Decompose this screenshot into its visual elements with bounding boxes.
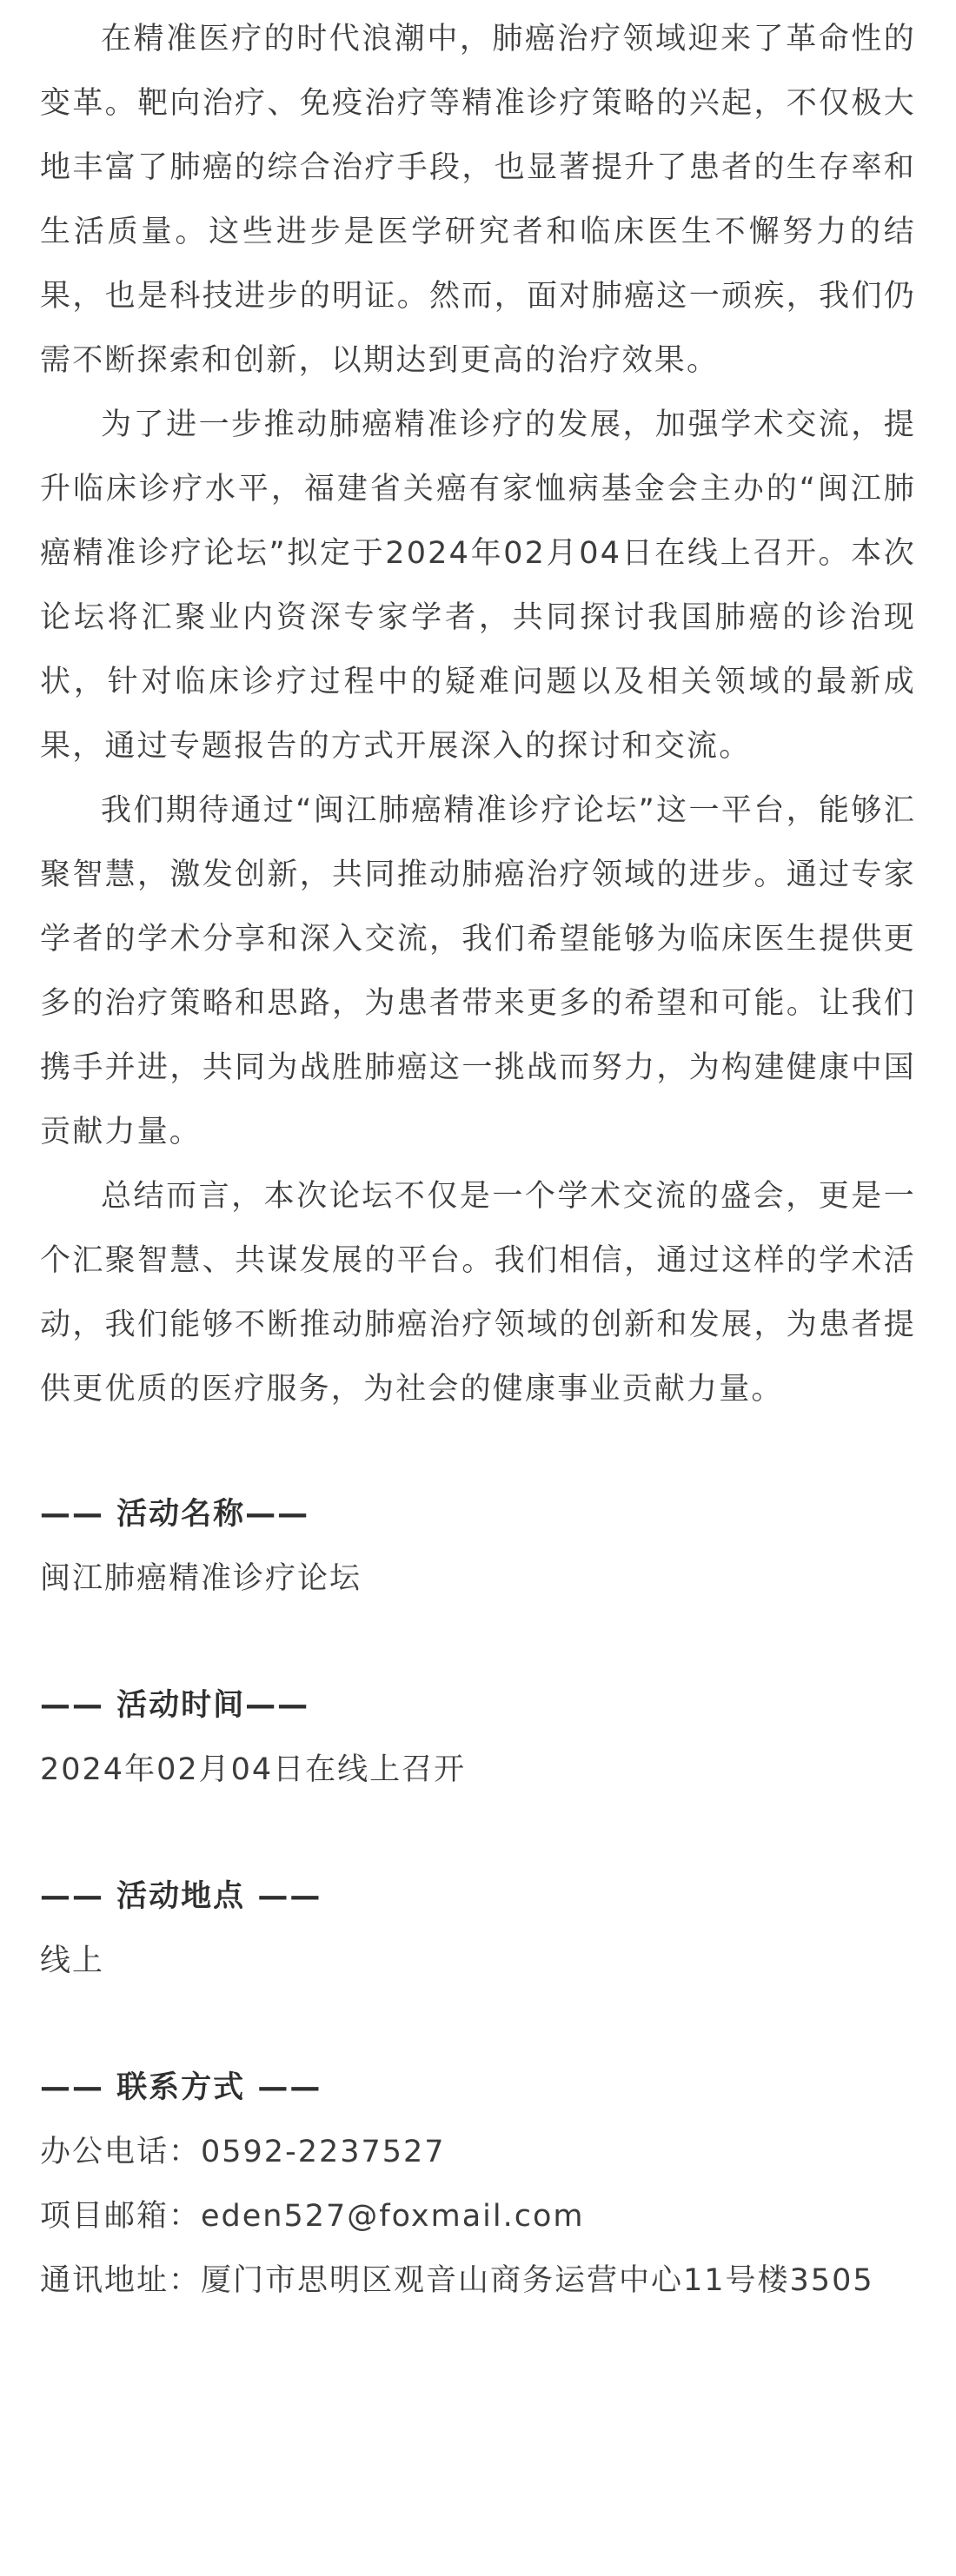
intro-section — [40, 0, 916, 1421]
contact-phone: 办公电话：0592-2237527 — [40, 2135, 446, 2169]
event-location-section — [40, 1864, 916, 1993]
contact-section — [40, 2056, 916, 2313]
event-location-heading: —— 活动地点 —— — [40, 1879, 322, 1914]
event-time-section — [40, 1673, 916, 1802]
event-time-value: 2024年02月04日在线上召开 — [40, 1752, 467, 1787]
event-time-heading: —— 活动时间—— — [40, 1688, 310, 1723]
event-name-section — [40, 1482, 916, 1611]
contact-email: 项目邮箱：eden527@foxmail.com — [40, 2199, 585, 2234]
event-location-value: 线上 — [40, 1944, 105, 1978]
intro-paragraph-4: 总结而言，本次论坛不仅是一个学术交流的盛会，更是一个汇聚智慧、共谋发展的平台。我们相信，通过这样的学术活动，我们能够不断推动肺癌治疗领域的创新和发展，为患者提供更优质的医疗服务，为社会的健康事业贡献力量。 — [40, 1179, 916, 1407]
event-name-heading: —— 活动名称—— — [40, 1497, 310, 1532]
intro-paragraph-1: 在精准医疗的时代浪潮中，肺癌治疗领域迎来了革命性的变革。靶向治疗、免疫治疗等精准诊疗策略的兴起，不仅极大地丰富了肺癌的综合治疗手段，也显著提升了患者的生存率和生活质量。这些进步是医学研究者和临床医生不懈努力的结果，也是科技进步的明证。然而，面对肺癌这一顽疾，我们仍需不断探索和创新，以期达到更高的治疗效果。 — [40, 22, 916, 378]
contact-heading: —— 联系方式 —— — [40, 2070, 322, 2105]
intro-paragraph-2: 为了进一步推动肺癌精准诊疗的发展，加强学术交流，提升临床诊疗水平，福建省关癌有家恤病基金会主办的“闽江肺癌精准诊疗论坛”拟定于2024年02月04日在线上召开。本次论坛将汇聚业内资深专家学者，共同探讨我国肺癌的诊治现状，针对临床诊疗过程中的疑难问题以及相关领域的最新成果，通过专题报告的方式开展深入的探讨和交流。 — [40, 407, 916, 764]
event-name-value: 闽江肺癌精准诊疗论坛 — [40, 1561, 362, 1596]
event-info — [40, 1482, 916, 2313]
contact-address: 通讯地址：厦门市思明区观音山商务运营中心11号楼3505 — [40, 2263, 874, 2298]
intro-paragraph-3: 我们期待通过“闽江肺癌精准诊疗论坛”这一平台，能够汇聚智慧，激发创新，共同推动肺癌治疗领域的进步。通过专家学者的学术分享和深入交流，我们希望能够为临床医生提供更多的治疗策略和思路，为患者带来更多的希望和可能。让我们携手并进，共同为战胜肺癌这一挑战而努力，为构建健康中国贡献力量。 — [40, 793, 916, 1149]
